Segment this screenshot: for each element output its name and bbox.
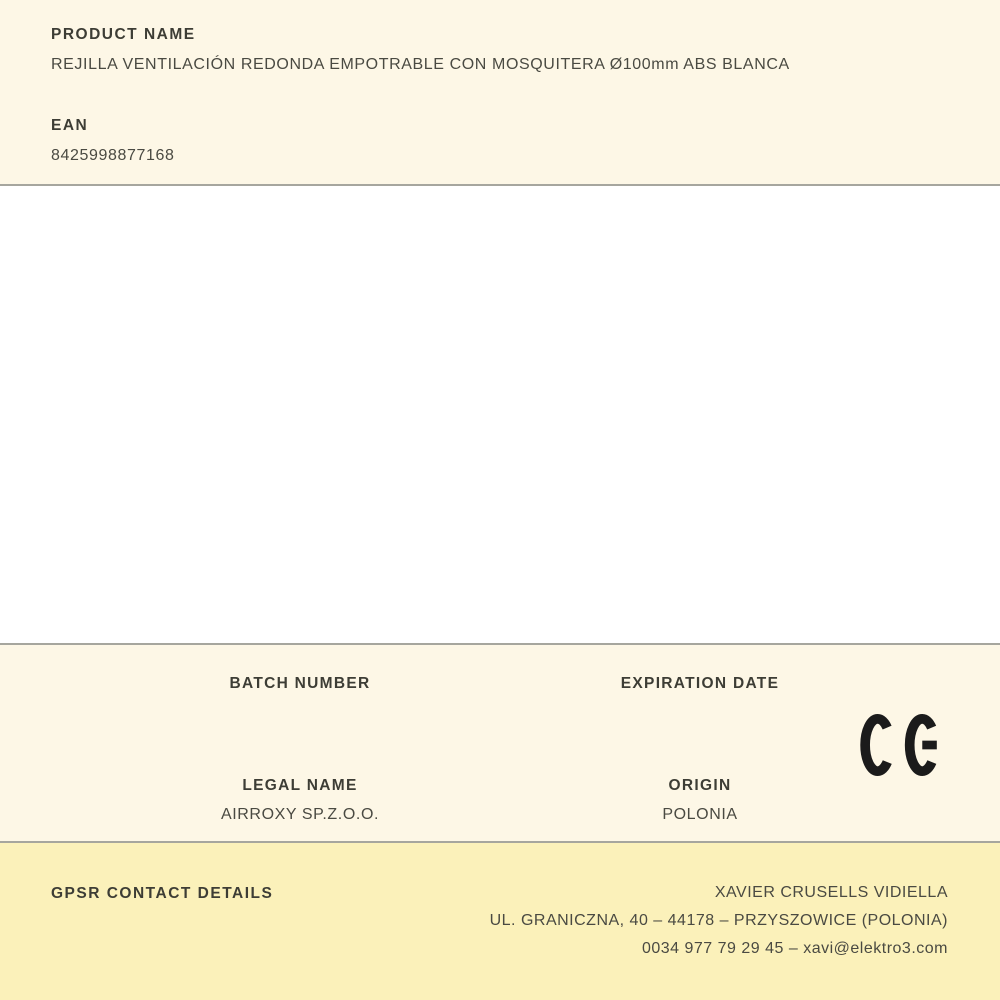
batch-number-label: BATCH NUMBER: [229, 675, 371, 692]
ean-value: 8425998877168: [51, 147, 175, 164]
batch-number-field: [100, 675, 500, 704]
legal-name-field: [100, 777, 500, 824]
details-row-2: [100, 777, 900, 824]
contact-address: UL. GRANICZNA, 40 – 44178 – PRZYSZOWICE (POLONIA): [489, 912, 948, 929]
product-name-label: PRODUCT NAME: [51, 26, 196, 43]
ce-mark-icon: [860, 714, 940, 776]
product-image-area: [0, 186, 1000, 645]
product-header-section: [0, 0, 1000, 186]
product-name-value: REJILLA VENTILACIÓN REDONDA EMPOTRABLE CON MOSQUITERA Ø100mm ABS BLANCA: [51, 56, 790, 73]
details-row-1: [100, 675, 900, 704]
legal-name-label: LEGAL NAME: [242, 777, 358, 794]
contact-phone-email: 0034 977 79 29 45 – xavi@elektro3.com: [641, 940, 948, 957]
gpsr-contact-label: GPSR CONTACT DETAILS: [51, 885, 274, 902]
legal-name-value: AIRROXY SP.Z.O.O.: [220, 806, 380, 823]
origin-field: [500, 777, 900, 824]
details-section: [0, 645, 1000, 843]
origin-value: POLONIA: [662, 806, 738, 823]
ean-label: EAN: [51, 117, 89, 134]
gpsr-contact-block: [490, 879, 948, 963]
contact-person: XAVIER CRUSELLS VIDIELLA: [714, 884, 948, 901]
expiration-date-label: EXPIRATION DATE: [620, 675, 780, 692]
gpsr-contact-section: [0, 843, 1000, 1000]
expiration-date-field: [500, 675, 900, 704]
origin-label: ORIGIN: [668, 777, 732, 794]
